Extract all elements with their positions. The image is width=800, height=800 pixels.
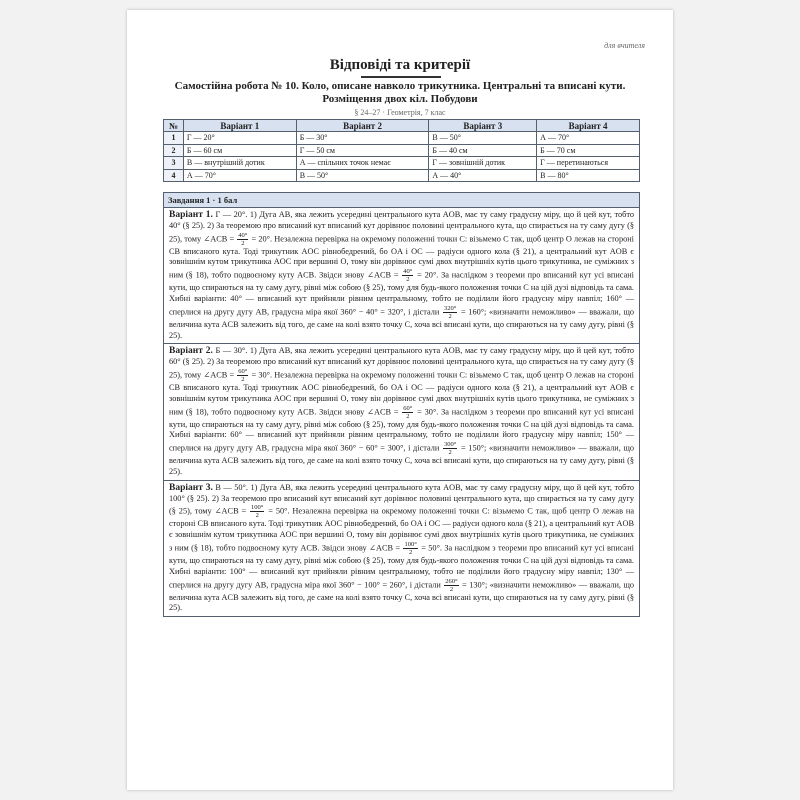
solution-text: Б — 30°. 1) Дуга AB, яка лежить усередині центрального кута AOB, має ту саму градусну міру, що й цей кут, тобто 60° (§ 25). 2) За теоремою про вписаний кут вписаний кут дорівнює половині центрального кута, що спирається на ту саму дугу (§ 25), тому ∠ACB = <box>169 346 634 380</box>
table-cell: В — внутрішній дотик <box>183 157 296 170</box>
variant-label: Варіант 2. <box>169 346 213 357</box>
fraction-numerator: 100° <box>404 540 417 548</box>
document-page <box>127 10 673 790</box>
solution-text: = 20°. Незалежна перевірка на окремому положенні точки C: візьмемо C так, щоб центр O лежав на стороні CB вписаного кута. Тоді трикутник AOC рівнобедрений, бо OA і OC — радіуси одного кола (§ 21), а центральний кут AOB є зовнішнім кутом трикутника AOC при вершині O, тому він дорівнює сумі двох внутрішніх кутів цього трикутника, не суміжних з ним (§ 18), тобто подвоєному куту ACB. Звідси знову ∠ACB = <box>169 234 634 280</box>
page-title: Відповіді та критерії <box>329 57 471 73</box>
solution-text: = 30°. За наслідком з теореми про вписаний кут усі вписані кути, що спираються на ту саму дугу, рівні між собою (§ 25), тому для будь-якого положення точки C на цій дузі відповідь та сама. Хибні варіанти: 60° — вписаний кут прийняли рівним центральному, тобто не поділили його градусну міру навпіл; 150° — сперлися на другу дугу AB, градусна міра якої 360° − 60° = 300°, і дістали <box>169 406 634 453</box>
table-header-row <box>164 120 640 132</box>
fraction-denominator: 2 <box>241 375 245 383</box>
fraction-numerator: 260° <box>445 577 458 585</box>
fraction-numerator: 40° <box>238 231 248 239</box>
table-cell: В — 80° <box>537 169 640 182</box>
table-cell: А — 70° <box>537 132 640 145</box>
fraction-numerator: 60° <box>403 404 413 412</box>
fraction-denominator: 2 <box>255 512 259 520</box>
fraction-denominator: 2 <box>409 548 413 556</box>
solution-text: = 130°; «визначити неможливо» — вважали, що величина кута ACB залежить від того, де саме на колі взято точку C, хоча всі вписані кути, що спираються на ту саму дугу, рівні (§ 25). <box>169 579 634 613</box>
row-number: 4 <box>164 169 184 182</box>
table-row <box>164 132 640 145</box>
table-row <box>164 169 640 182</box>
fraction-denominator: 2 <box>406 412 410 420</box>
page-subtitle: Самостійна робота № 10. Коло, описане навколо трикутника. Центральні та вписані кути. Розміщення двох кіл. Побудови <box>174 80 626 105</box>
table-header-cell: Варіант 1 <box>183 120 296 132</box>
fraction-denominator: 2 <box>448 449 452 457</box>
variant-solution <box>164 208 639 344</box>
fraction <box>237 232 248 247</box>
table-cell: Б — 60 см <box>183 144 296 157</box>
fraction <box>250 504 264 519</box>
variant-label: Варіант 1. <box>169 210 213 220</box>
solution-text: = 150°; «визначити неможливо» — вважали, що величина кута ACB залежить від того, де саме на колі взято точку C, хоча всі вписані кути, що спираються на ту саму дугу, рівні (§ 25). <box>169 443 634 476</box>
table-cell: А — 70° <box>183 169 296 182</box>
fraction-denominator: 2 <box>241 239 245 247</box>
row-number: 3 <box>164 157 184 170</box>
variant-solution <box>164 481 639 616</box>
table-cell: Г — перетинаються <box>537 157 640 170</box>
fraction <box>403 541 417 556</box>
solution-text: = 20°. За наслідком з теореми про вписаний кут усі вписані кути, що спираються на ту саму дугу, рівні між собою (§ 25), тому для будь-якого положення точки C на цій дузі відповідь та сама. Хибні варіанти: 40° — вписаний кут прийняли рівним центральному, тобто не поділили його градусну міру навпіл; 160° — сперлися на другу дугу AB, градусна міра якої 360° − 40° = 320°, і дістали <box>169 270 634 317</box>
table-header-cell: Варіант 2 <box>296 120 429 132</box>
fraction <box>443 305 457 320</box>
fraction-numerator: 40° <box>403 268 413 276</box>
fraction <box>443 441 457 456</box>
title-underline <box>361 76 441 78</box>
table-cell: А — спільних точок немає <box>296 157 429 170</box>
row-number: 2 <box>164 144 184 157</box>
solution-text: = 50°. Незалежна перевірка на окремому положенні точки C: візьмемо C так, щоб центр O лежав на стороні CB вписаного кута. Тоді трикутник AOC рівнобедрений, бо OA і OC — радіуси одного кола (§ 21), а центральний кут AOB є зовнішнім кутом трикутника AOC при вершині O, тому він дорівнює сумі двох внутрішніх кутів цього трикутника, не суміжних з ним (§ 18), тобто подвоєному куту ACB. Звідси знову ∠ACB = <box>169 506 635 553</box>
fraction-numerator: 100° <box>251 504 264 512</box>
fraction-denominator: 2 <box>448 312 452 320</box>
criteria-block <box>163 192 640 617</box>
table-cell: Г — зовнішній дотик <box>429 157 537 170</box>
section-meta: § 24–27 · Геометрія, 7 клас <box>354 108 446 117</box>
variant-label: Варіант 3. <box>169 482 213 493</box>
fraction-denominator: 2 <box>449 585 454 593</box>
table-cell: Б — 40 см <box>429 144 537 157</box>
solution-text: В — 50°. 1) Дуга AB, яка лежить усередині центрального кута AOB, має ту саму градусну міру, що й цей кут, тобто 100° (§ 25). 2) За теоремою про вписаний кут вписаний кут дорівнює половині центрального кута, що спирається на ту саму дугу (§ 25), тому ∠ACB = <box>169 482 634 516</box>
fraction <box>402 268 413 283</box>
table-cell: Б — 30° <box>296 132 429 145</box>
fraction <box>237 368 248 383</box>
corner-note: для вчителя <box>604 41 645 50</box>
table-cell: Б — 70 см <box>537 144 640 157</box>
table-cell: Г — 50 см <box>296 144 429 157</box>
solution-text: = 160°; «визначити неможливо» — вважали, що величина кута ACB залежить від того, де саме на колі взято точку C, хоча всі вписані кути, що спираються на ту саму дугу, рівні (§ 25). <box>169 307 634 340</box>
table-cell: А — 40° <box>429 169 537 182</box>
variant-solution <box>164 344 639 480</box>
table-cell: В — 50° <box>429 132 537 145</box>
table-row <box>164 144 640 157</box>
table-cell: Г — 20° <box>183 132 296 145</box>
table-row <box>164 157 640 170</box>
table-header-cell: Варіант 4 <box>537 120 640 132</box>
fraction <box>444 578 458 593</box>
solution-text: Г — 20°. 1) Дуга AB, яка лежить усередині центрального кута AOB, має ту саму градусну міру, що й цей кут, тобто 40° (§ 25). 2) За теоремою про вписаний кут вписаний кут дорівнює половині центрального кута, що спирається на ту саму дугу (§ 25), тому ∠ACB = <box>169 210 635 243</box>
fraction-denominator: 2 <box>406 276 410 284</box>
row-number: 1 <box>164 132 184 145</box>
fraction <box>402 405 413 420</box>
answers-table <box>163 119 640 182</box>
fraction-numerator: 320° <box>443 304 457 312</box>
table-header-cell: № <box>164 120 184 132</box>
table-header-cell: Варіант 3 <box>429 120 537 132</box>
table-cell: В — 50° <box>296 169 429 182</box>
fraction-numerator: 60° <box>238 367 248 375</box>
solution-text: = 50°. За наслідком з теореми про вписаний кут усі вписані кути, що спираються на ту саму дугу, рівні між собою (§ 25), тому для будь-якого положення точки C на цій дузі відповідь та сама. Хибні варіанти: 100° — вписаний кут прийняли рівним центральному, тобто не поділили його градусну міру навпіл; 130° — сперлися на другу дугу AB, градусна міра якої 360° − 100° = 260°, і дістали <box>169 543 634 589</box>
criteria-header: Завдання 1 · 1 бал <box>164 193 639 208</box>
fraction-numerator: 300° <box>443 441 457 449</box>
solution-text: = 30°. Незалежна перевірка на окремому положенні точки C: візьмемо C так, щоб центр O лежав на стороні CB вписаного кута. Тоді трикутник AOC рівнобедрений, бо OA і OC — радіуси одного кола (§ 21), а центральний кут AOB є зовнішнім кутом трикутника AOC при вершині O, тому він дорівнює сумі двох внутрішніх кутів цього трикутника, не суміжних з ним (§ 18), тобто подвоєному куту ACB. Звідси знову ∠ACB = <box>169 370 634 416</box>
